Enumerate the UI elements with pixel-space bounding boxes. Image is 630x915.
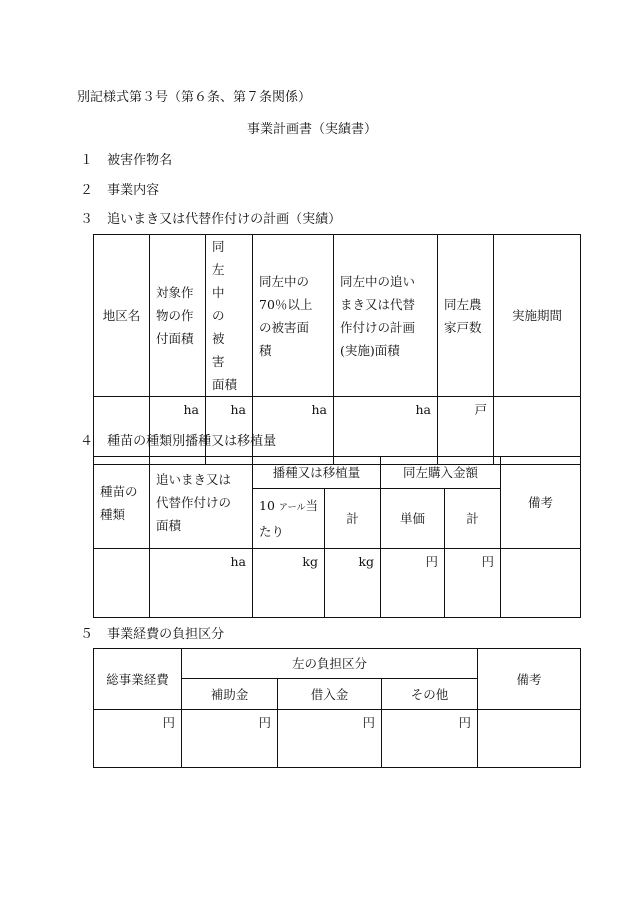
header-purchase-total: 計 <box>445 489 501 549</box>
header-replant-area: 同左中の追い まき又は代替 作付けの計画 (実施)面積 <box>334 235 438 397</box>
section-number: ５ <box>80 627 94 642</box>
cell-per-10a[interactable]: kg <box>253 549 325 618</box>
header-purchase-amount: 同左購入金額 <box>381 457 501 489</box>
section-3-heading <box>80 213 341 226</box>
section-4-heading <box>80 435 276 448</box>
header-period: 実施期間 <box>494 235 581 397</box>
header-remarks: 備考 <box>501 457 581 549</box>
document-title: 事業計画書（実績書） <box>247 122 378 137</box>
section-label: 追いまき又は代替作付けの計画（実績） <box>107 212 342 227</box>
section-label: 種苗の種類別播種又は移植量 <box>107 434 277 449</box>
header-seed-type: 種苗の 種類 <box>94 457 150 549</box>
header-remarks: 備考 <box>478 649 581 710</box>
header-over70-area: 同左中の 70％以上 の被害面 積 <box>253 235 334 397</box>
cell-other[interactable]: 円 <box>382 710 478 768</box>
section-number: ４ <box>80 434 94 449</box>
section-number: ２ <box>80 183 94 198</box>
cell-total-cost[interactable]: 円 <box>94 710 182 768</box>
cell-seed-type[interactable] <box>94 549 150 618</box>
cell-area-name[interactable] <box>94 397 150 465</box>
cell-period[interactable] <box>494 397 581 465</box>
section-1-heading <box>80 154 172 167</box>
header-total-cost: 総事業経費 <box>94 649 182 710</box>
header-burden: 左の負担区分 <box>182 649 478 679</box>
cell-purchase-total[interactable]: 円 <box>445 549 501 618</box>
cell-over70-area[interactable]: ha <box>253 397 334 465</box>
cell-remarks[interactable] <box>501 549 581 618</box>
header-area-name: 地区名 <box>94 235 150 397</box>
cost-table <box>93 648 581 768</box>
cell-damaged-area[interactable]: ha <box>206 397 253 465</box>
header-sowing-amount: 播種又は移植量 <box>253 457 381 489</box>
form-label: 別記様式第３号（第６条、第７条関係） <box>77 90 312 105</box>
header-loan: 借入金 <box>278 679 382 710</box>
header-per-10a: 10 アール当 たり <box>253 489 325 549</box>
section-number: １ <box>80 153 94 168</box>
cell-replant-area[interactable]: ha <box>334 397 438 465</box>
header-replant-area: 追いまき又は 代替作付けの 面積 <box>150 457 253 549</box>
cell-sowing-total[interactable]: kg <box>325 549 381 618</box>
header-unit-price: 単価 <box>381 489 445 549</box>
section-2-heading <box>80 184 159 197</box>
section-label: 事業経費の負担区分 <box>107 627 225 642</box>
cell-target-area[interactable]: ha <box>150 397 206 465</box>
cell-remarks[interactable] <box>478 710 581 768</box>
cell-households[interactable]: 戸 <box>438 397 494 465</box>
plan-table <box>93 234 581 465</box>
section-number: ３ <box>80 212 94 227</box>
header-farm-households: 同左農 家戸数 <box>438 235 494 397</box>
section-label: 事業内容 <box>107 183 160 198</box>
header-damaged-area: 同 左 中 の 被 害 面積 <box>206 235 253 397</box>
header-other: その他 <box>382 679 478 710</box>
header-sowing-total: 計 <box>325 489 381 549</box>
header-target-area: 対象作 物の作 付面積 <box>150 235 206 397</box>
seed-table <box>93 456 581 618</box>
cell-unit-price[interactable]: 円 <box>381 549 445 618</box>
section-label: 被害作物名 <box>107 153 173 168</box>
section-5-heading <box>80 628 224 641</box>
cell-replant-area[interactable]: ha <box>150 549 253 618</box>
cell-loan[interactable]: 円 <box>278 710 382 768</box>
header-subsidy: 補助金 <box>182 679 278 710</box>
cell-subsidy[interactable]: 円 <box>182 710 278 768</box>
